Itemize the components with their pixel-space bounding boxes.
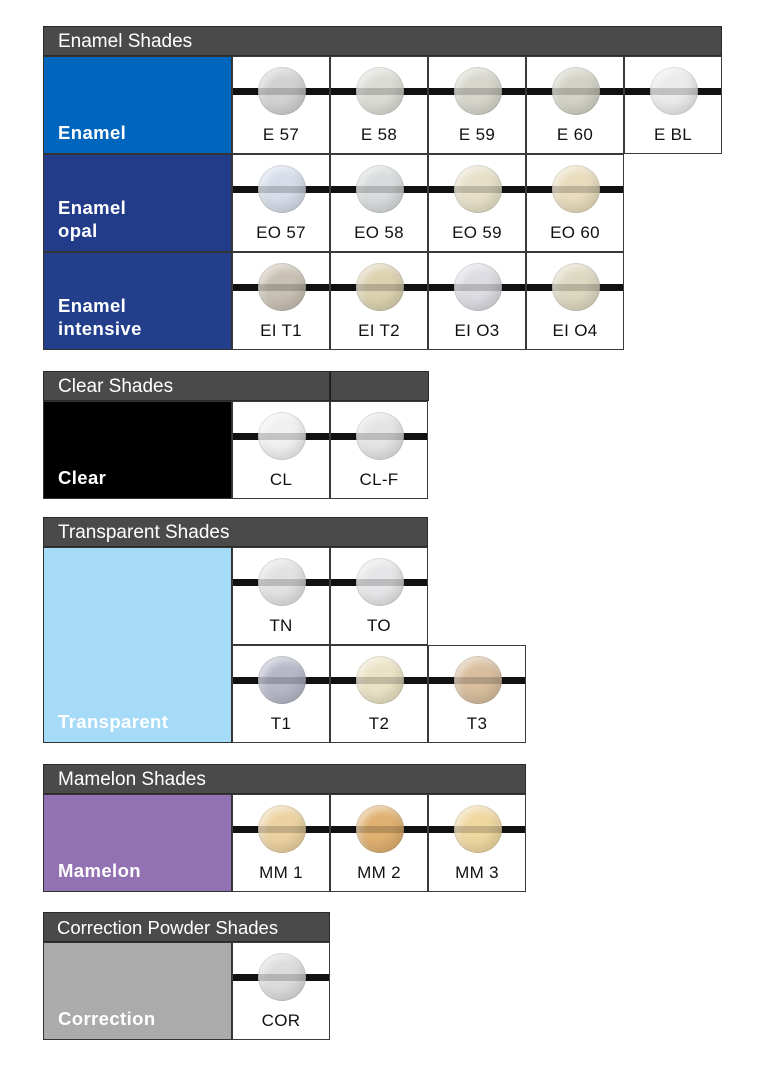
shade-cell (330, 794, 428, 892)
shade-code: E BL (653, 125, 693, 144)
shade-swatch (258, 953, 306, 1001)
shade-swatch (356, 558, 404, 606)
shade-code: MM 3 (455, 863, 499, 882)
shade-swatch (454, 67, 502, 115)
shade-cell (232, 154, 330, 252)
shade-swatch (356, 165, 404, 213)
category-label: Mamelon (58, 860, 141, 881)
shade-cell (330, 56, 428, 154)
shade-code: TO (367, 616, 391, 635)
shade-cell (428, 645, 526, 743)
category-transparent (43, 547, 232, 743)
clear-header: Clear Shades (43, 371, 330, 401)
shade-code: E 59 (458, 125, 496, 144)
shade-swatch (356, 67, 404, 115)
shade-code: MM 1 (259, 863, 303, 882)
shade-cell (232, 942, 330, 1040)
category-enamel (43, 56, 232, 154)
category-enamel-intensive (43, 252, 232, 350)
shade-code: CL-F (359, 470, 399, 489)
shade-code: EI O4 (552, 321, 598, 340)
shade-cell (330, 645, 428, 743)
transparent-header: Transparent Shades (43, 517, 428, 547)
shade-cell (232, 252, 330, 350)
shade-code: EI T1 (260, 321, 302, 340)
shade-code: E 58 (360, 125, 398, 144)
shade-code: EO 59 (452, 223, 502, 242)
shade-swatch (454, 263, 502, 311)
shade-cell (232, 794, 330, 892)
shade-code: COR (261, 1011, 301, 1030)
shade-code: TN (269, 616, 293, 635)
category-label: Enamel opal (58, 197, 127, 241)
shade-cell (526, 56, 624, 154)
shade-code: CL (269, 470, 293, 489)
shade-swatch (454, 165, 502, 213)
shade-swatch (650, 67, 698, 115)
category-label: Enamel intensive (58, 295, 142, 339)
shade-swatch (258, 412, 306, 460)
category-enamel-opal (43, 154, 232, 252)
shade-swatch (258, 67, 306, 115)
category-clear (43, 401, 232, 499)
shade-code: EO 57 (256, 223, 306, 242)
shade-cell (526, 252, 624, 350)
shade-code: T2 (368, 714, 390, 733)
shade-swatch (356, 805, 404, 853)
shade-code: EO 60 (550, 223, 600, 242)
mamelon-header: Mamelon Shades (43, 764, 526, 794)
shade-code: EI T2 (358, 321, 400, 340)
shade-cell (428, 56, 526, 154)
shade-swatch (258, 165, 306, 213)
enamel-header: Enamel Shades (43, 26, 722, 56)
category-label: Correction (58, 1008, 156, 1029)
shade-cell (232, 401, 330, 499)
category-label: Clear (58, 467, 107, 488)
shade-cell (232, 547, 330, 645)
shade-swatch (356, 263, 404, 311)
shade-cell (330, 252, 428, 350)
shade-cell (232, 56, 330, 154)
shade-cell (428, 794, 526, 892)
shade-swatch (552, 165, 600, 213)
shade-swatch (258, 263, 306, 311)
category-correction (43, 942, 232, 1040)
shade-code: E 60 (556, 125, 594, 144)
shade-cell (330, 154, 428, 252)
category-label: Enamel (58, 122, 127, 143)
shade-cell (428, 154, 526, 252)
shade-cell (428, 252, 526, 350)
shade-code: T3 (466, 714, 488, 733)
shade-cell (526, 154, 624, 252)
shade-swatch (454, 656, 502, 704)
category-label: Transparent (58, 711, 169, 732)
shade-swatch (258, 805, 306, 853)
shade-swatch (258, 656, 306, 704)
shade-swatch (356, 656, 404, 704)
shade-swatch (552, 263, 600, 311)
shade-swatch (258, 558, 306, 606)
shade-cell (330, 401, 428, 499)
correction-header: Correction Powder Shades (43, 912, 330, 942)
shade-swatch (552, 67, 600, 115)
shade-code: E 57 (262, 125, 300, 144)
shade-code: EI O3 (454, 321, 500, 340)
category-mamelon (43, 794, 232, 892)
shade-cell (330, 547, 428, 645)
shade-cell (232, 645, 330, 743)
shade-cell (624, 56, 722, 154)
shade-code: T1 (270, 714, 292, 733)
shade-swatch (454, 805, 502, 853)
shade-code: MM 2 (357, 863, 401, 882)
shade-code: EO 58 (354, 223, 404, 242)
shade-swatch (356, 412, 404, 460)
